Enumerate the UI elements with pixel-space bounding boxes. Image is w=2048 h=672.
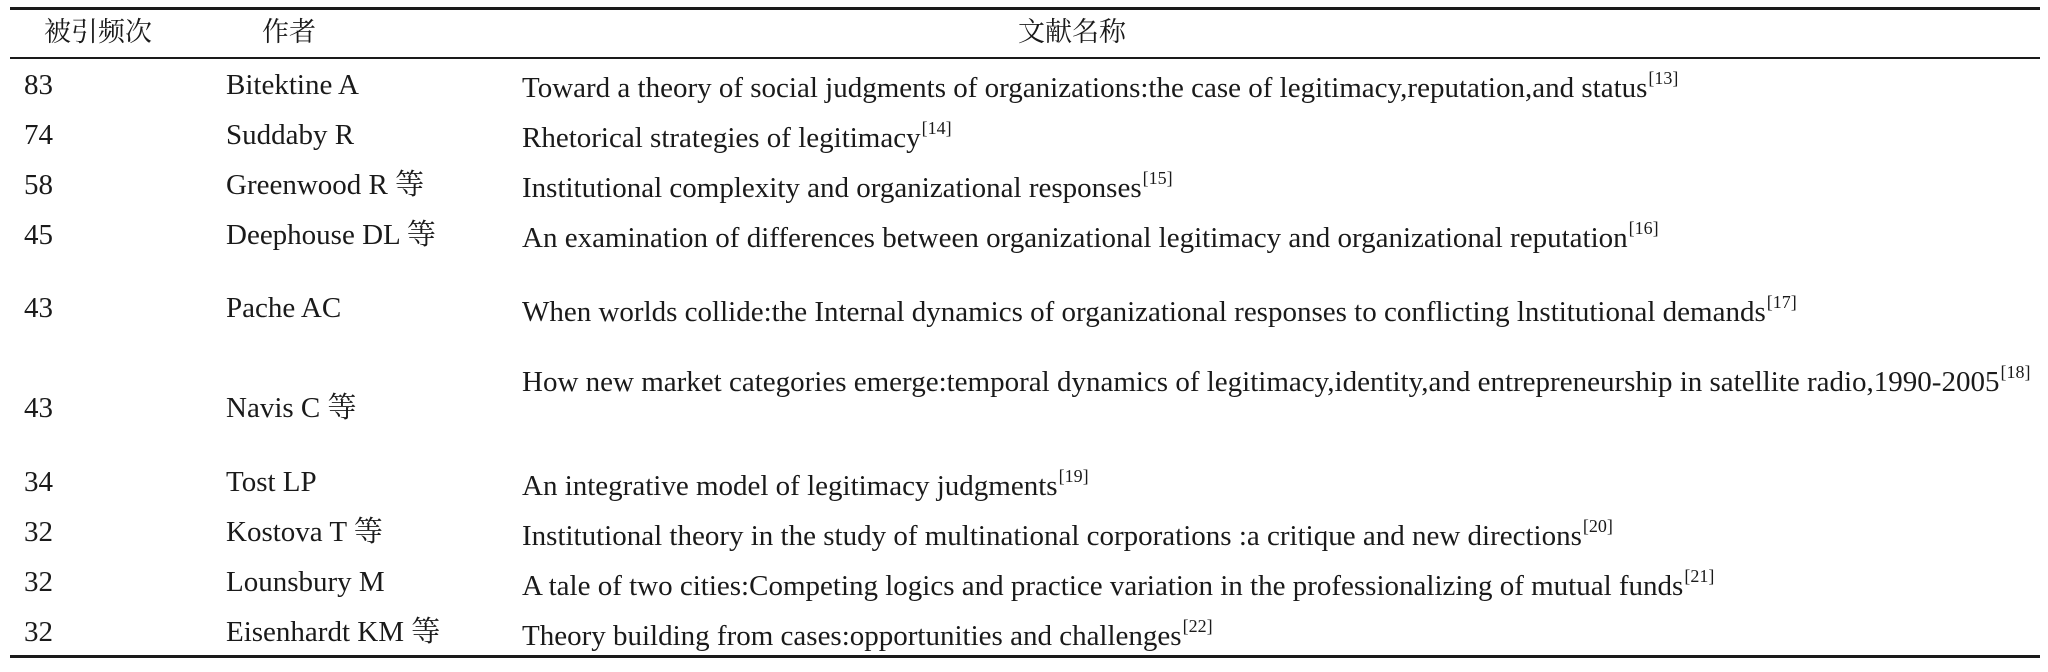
header-author: 作者 [262, 17, 316, 48]
cell-citation-count: 43 [24, 292, 53, 324]
reference-marker: [20] [1582, 516, 1613, 536]
cell-author: Deephouse DL 等 [226, 219, 436, 251]
cell-title [522, 113, 952, 166]
title-text: How new market categories emerge:temporal dynamics of legitimacy,identity,and entrepreneurship in satellite radio,1990-2005 [522, 366, 2000, 398]
cell-title [522, 63, 1678, 116]
title-text: Theory building from cases:opportunities and challenges [522, 620, 1182, 652]
reference-marker: [19] [1058, 466, 1089, 486]
title-text: Rhetorical strategies of legitimacy [522, 122, 921, 154]
title-text: Institutional complexity and organizational responses [522, 172, 1142, 204]
title-text: Toward a theory of social judgments of organizations:the case of legitimacy,reputation,and status [522, 72, 1648, 104]
table-header-rule [10, 57, 2040, 59]
header-title: 文献名称 [1018, 17, 1126, 48]
cell-citation-count: 43 [24, 392, 53, 424]
reference-marker: [16] [1628, 218, 1659, 238]
cell-author: Bitektine A [226, 69, 359, 101]
title-text: When worlds collide:the Internal dynamics of organizational responses to conflicting lnstitutional demands [522, 296, 1766, 328]
cell-citation-count: 74 [24, 119, 53, 151]
cell-title [522, 561, 1714, 614]
cell-author: Lounsbury M [226, 566, 385, 598]
cell-citation-count: 58 [24, 169, 53, 201]
reference-marker: [22] [1182, 616, 1213, 636]
cell-citation-count: 32 [24, 516, 53, 548]
cell-title [522, 213, 1659, 266]
cell-citation-count: 34 [24, 466, 53, 498]
title-text: An integrative model of legitimacy judgments [522, 470, 1058, 502]
cell-author: Pache AC [226, 292, 342, 324]
table-bottom-rule [10, 655, 2040, 658]
cell-citation-count: 32 [24, 616, 53, 648]
reference-marker: [21] [1684, 566, 1715, 586]
cell-title [522, 357, 2040, 410]
cell-title [522, 461, 1089, 514]
reference-marker: [18] [2000, 362, 2031, 382]
title-text: Institutional theory in the study of multinational corporations :a critique and new directions [522, 520, 1582, 552]
cell-citation-count: 45 [24, 219, 53, 251]
reference-marker: [13] [1648, 68, 1679, 88]
cell-author: Suddaby R [226, 119, 355, 151]
cell-author: Greenwood R 等 [226, 169, 425, 201]
reference-marker: [15] [1142, 168, 1173, 188]
cell-author: Kostova T 等 [226, 516, 383, 548]
title-text: A tale of two cities:Competing logics and practice variation in the professionalizing of mutual funds [522, 570, 1684, 602]
cell-author: Navis C 等 [226, 392, 357, 424]
header-citation-count: 被引频次 [44, 17, 152, 48]
reference-marker: [14] [921, 118, 952, 138]
reference-marker: [17] [1766, 292, 1797, 312]
cell-author: Eisenhardt KM 等 [226, 616, 441, 648]
cell-title [522, 511, 1613, 564]
cell-title [522, 163, 1173, 216]
cell-citation-count: 32 [24, 566, 53, 598]
cell-citation-count: 83 [24, 69, 53, 101]
cell-author: Tost LP [226, 466, 317, 498]
cell-title [522, 287, 1797, 340]
title-text: An examination of differences between organizational legitimacy and organizational reputation [522, 222, 1628, 254]
